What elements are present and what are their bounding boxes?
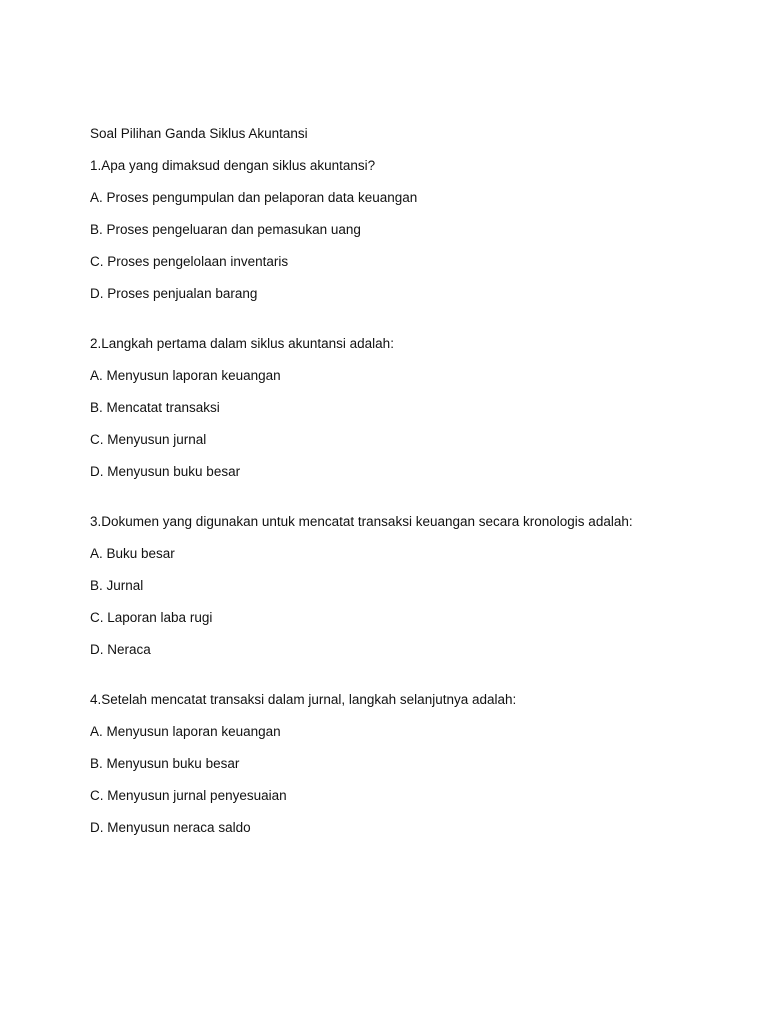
option-d: D. Neraca: [90, 642, 151, 657]
question-text: 4.Setelah mencatat transaksi dalam jurnal, langkah selanjutnya adalah:: [90, 692, 517, 707]
option-a: A. Buku besar: [90, 546, 175, 561]
document-title: Soal Pilihan Ganda Siklus Akuntansi: [90, 126, 308, 141]
question-1: [90, 157, 710, 303]
option-d: D. Menyusun neraca saldo: [90, 820, 251, 835]
option-a: A. Menyusun laporan keuangan: [90, 368, 281, 383]
option-c: C. Laporan laba rugi: [90, 610, 213, 625]
option-a: A. Proses pengumpulan dan pelaporan data keuangan: [90, 190, 418, 205]
option-b: B. Proses pengeluaran dan pemasukan uang: [90, 222, 361, 237]
document-page: [90, 125, 710, 869]
option-d: D. Menyusun buku besar: [90, 464, 241, 479]
option-d: D. Proses penjualan barang: [90, 286, 258, 301]
question-2: [90, 335, 710, 481]
question-text: 3.Dokumen yang digunakan untuk mencatat transaksi keuangan secara kronologis adalah:: [90, 514, 633, 529]
question-text: 1.Apa yang dimaksud dengan siklus akuntansi?: [90, 158, 376, 173]
option-a: A. Menyusun laporan keuangan: [90, 724, 281, 739]
question-4: [90, 691, 710, 837]
option-c: C. Menyusun jurnal: [90, 432, 207, 447]
question-text: 2.Langkah pertama dalam siklus akuntansi adalah:: [90, 336, 394, 351]
option-b: B. Jurnal: [90, 578, 144, 593]
question-3: [90, 513, 710, 659]
option-b: B. Menyusun buku besar: [90, 756, 240, 771]
option-c: C. Menyusun jurnal penyesuaian: [90, 788, 287, 803]
option-b: B. Mencatat transaksi: [90, 400, 220, 415]
option-c: C. Proses pengelolaan inventaris: [90, 254, 289, 269]
